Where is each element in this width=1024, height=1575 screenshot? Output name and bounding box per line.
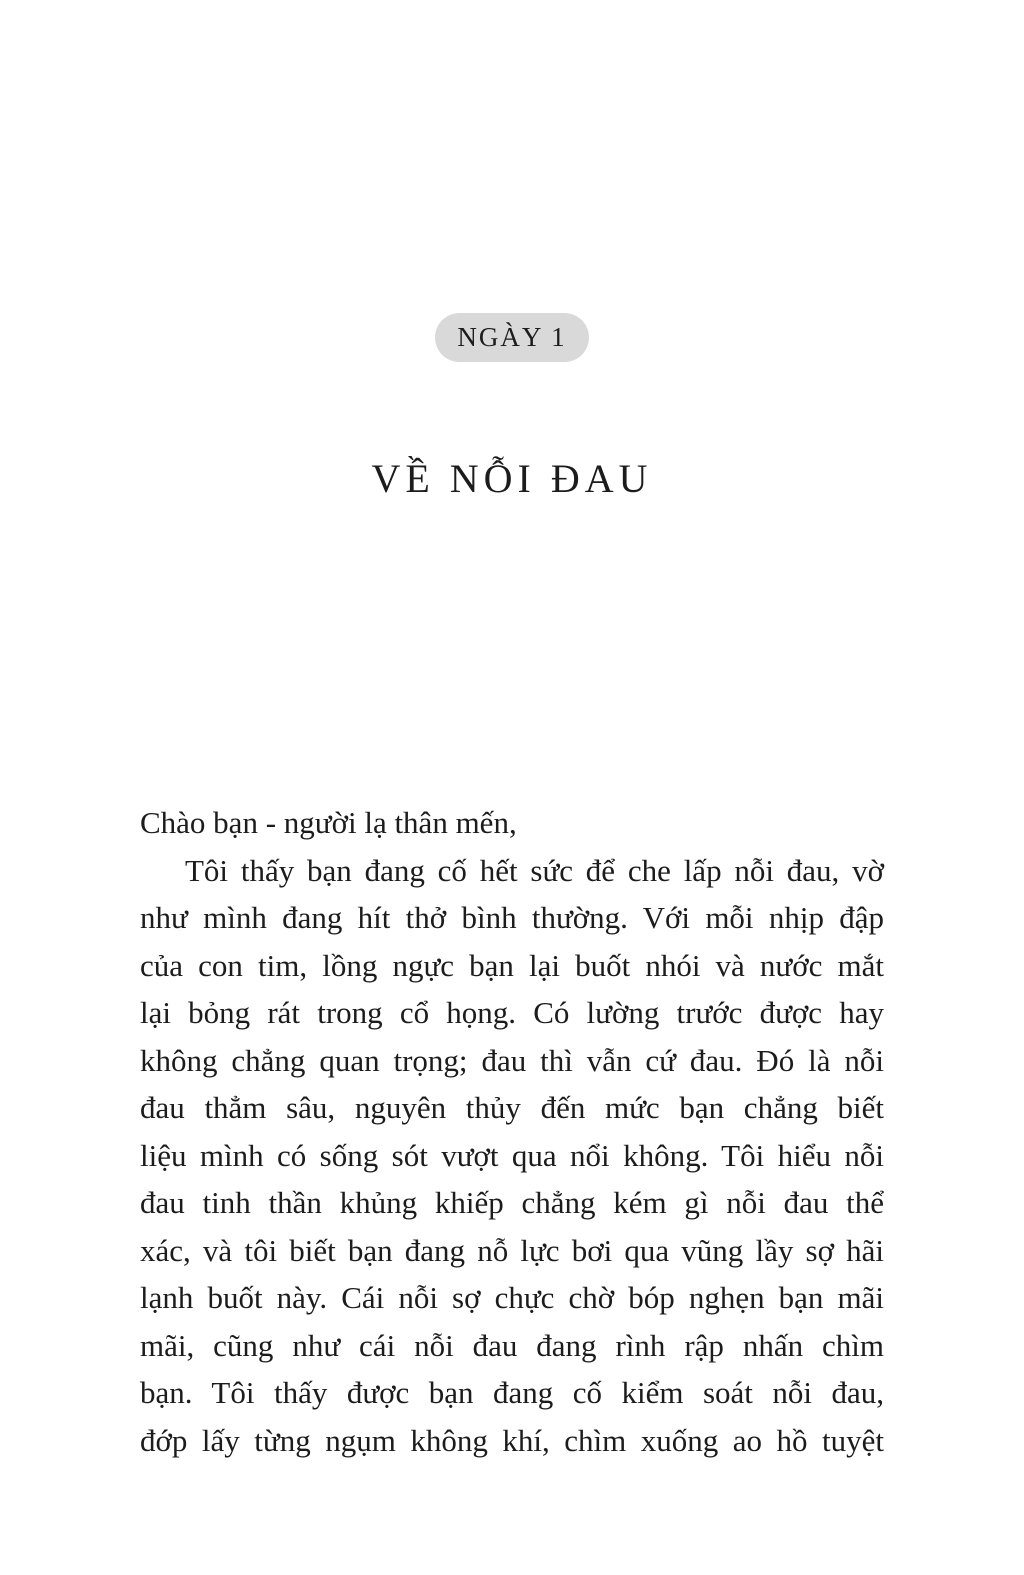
day-badge-label: NGÀY 1 — [457, 322, 567, 352]
chapter-title: VỀ NỖI ĐAU — [371, 456, 653, 501]
text-line: của con tim, lồng ngực bạn lại buốt nhói và nước mắt — [140, 947, 884, 983]
text-line: Chào bạn - người lạ thân mến, — [140, 805, 517, 840]
text-line: đau thẳm sâu, nguyên thủy đến mức bạn chẳng biết — [140, 1090, 884, 1125]
text-line: mãi, cũng như cái nỗi đau đang rình rập nhấn chìm — [140, 1327, 884, 1363]
text-line: đớp lấy từng ngụm không khí, chìm xuống ao hồ tuyệt — [140, 1422, 884, 1458]
text-line: liệu mình có sống sót vượt qua nổi không. Tôi hiểu nỗi — [140, 1137, 884, 1173]
text-line: như mình đang hít thở bình thường. Với mỗi nhịp đập — [140, 900, 884, 935]
text-line: lại bỏng rát trong cổ họng. Có lường trước được hay — [140, 995, 884, 1030]
text-line: xác, và tôi biết bạn đang nỗ lực bơi qua vũng lầy sợ hãi — [140, 1232, 884, 1268]
day-badge-row — [0, 313, 1024, 362]
body-text — [140, 799, 884, 1464]
day-badge — [435, 313, 588, 362]
text-line: đau tinh thần khủng khiếp chẳng kém gì nỗi đau thể — [140, 1185, 884, 1220]
text-line: bạn. Tôi thấy được bạn đang cố kiểm soát nỗi đau, — [140, 1375, 884, 1410]
text-line: Tôi thấy bạn đang cố hết sức để che lấp nỗi đau, vờ — [185, 852, 884, 888]
text-line: không chẳng quan trọng; đau thì vẫn cứ đau. Đó là nỗi — [140, 1042, 884, 1078]
text-line: lạnh buốt này. Cái nỗi sợ chực chờ bóp nghẹn bạn mãi — [140, 1280, 884, 1315]
